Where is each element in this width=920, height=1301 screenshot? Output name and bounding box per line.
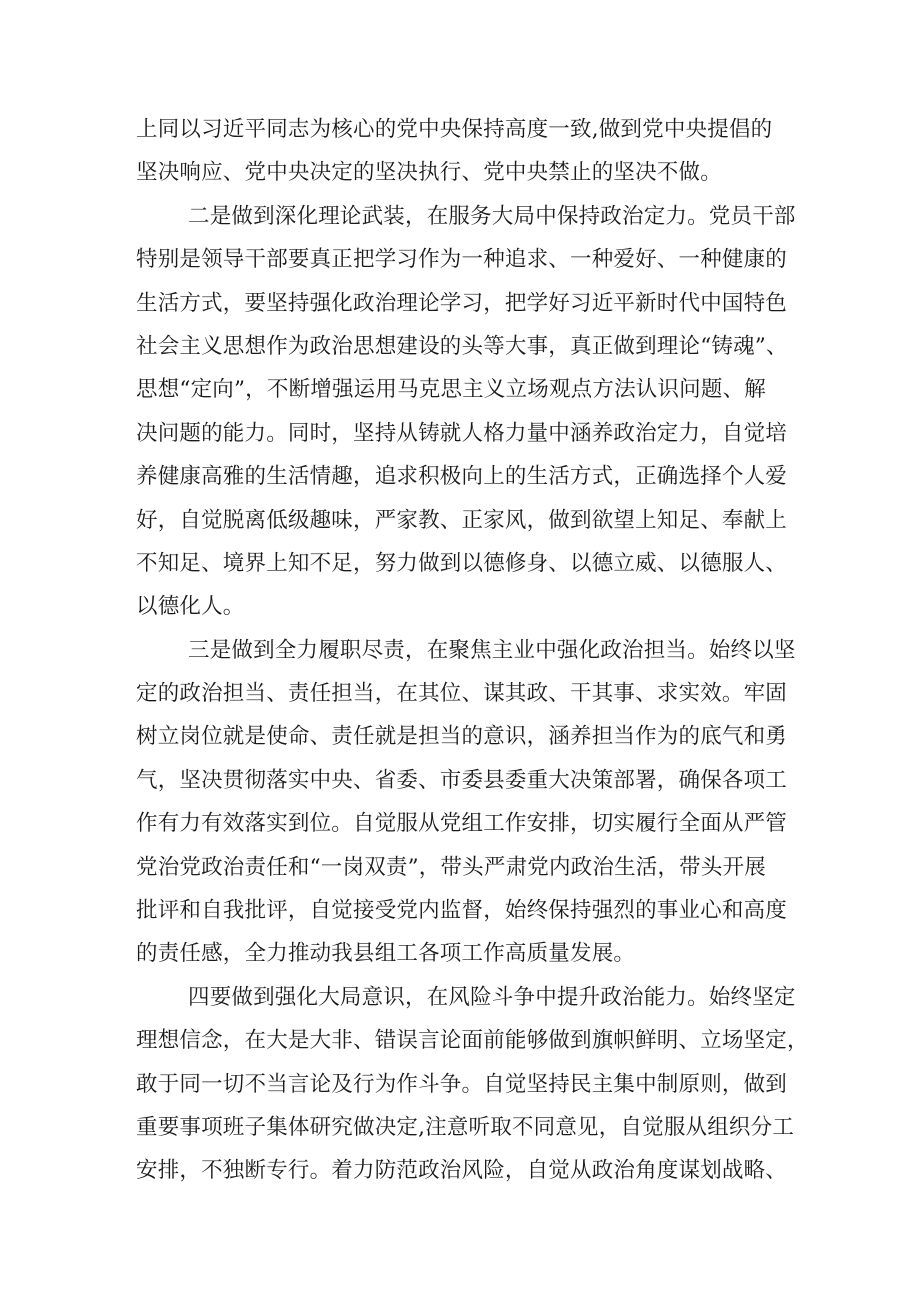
text-line: 安排，不独断专行。着力防范政治风险，自觉从政治角度谋划战略、 xyxy=(136,1158,788,1184)
text-line: 重要事项班子集体研究做决定,注意听取不同意见，自觉服从组织分工 xyxy=(136,1114,795,1140)
text-line: 决问题的能力。同时，坚持从铸就人格力量中涵养政治定力，自觉培 xyxy=(136,420,788,446)
paragraph-4 xyxy=(136,976,809,1193)
text-line: 的责任感，全力推动我县组工各项工作高质量发展。 xyxy=(136,941,636,967)
text-line: 批评和自我批评，自觉接受党内监督，始终保持强烈的事业心和高度 xyxy=(136,898,788,924)
text-line: 作有力有效落实到位。自觉服从党组工作安排，切实履行全面从严管 xyxy=(136,811,788,837)
text-line: 理想信念，在大是大非、错误言论面前能够做到旗帜鲜明、立场坚定， xyxy=(136,1028,809,1054)
text-line: 养健康高雅的生活情趣，追求积极向上的生活方式，正确选择个人爱 xyxy=(136,464,788,490)
text-line: 树立岗位就是使命、责任就是担当的意识，涵养担当作为的底气和勇 xyxy=(136,724,788,750)
paragraph-3 xyxy=(136,629,796,976)
text-line: 定的政治担当、责任担当，在其位、谋其政、干其事、求实效。牢固 xyxy=(136,681,788,707)
text-line: 以德化人。 xyxy=(136,594,245,620)
text-line: 二是做到深化理论武装，在服务大局中保持政治定力。党员干部 xyxy=(188,203,796,229)
text-line: 三是做到全力履职尽责，在聚焦主业中强化政治担当。始终以坚 xyxy=(188,637,796,663)
text-line: 敢于同一切不当言论及行为作斗争。自觉坚持民主集中制原则，做到 xyxy=(136,1071,788,1097)
paragraph-2 xyxy=(136,195,796,629)
text-line: 四要做到强化大局意识，在风险斗争中提升政治能力。始终坚定 xyxy=(188,984,796,1010)
text-line: 不知足、境界上知不足，努力做到以德修身、以德立威、以德服人、 xyxy=(136,550,788,576)
text-line: 党治党政治责任和“一岗双责”，带头严肃党内政治生活，带头开展 xyxy=(136,854,766,880)
text-line: 好，自觉脱离低级趣味，严家教、正家风，做到欲望上知足、奉献上 xyxy=(136,507,788,533)
paragraph-1 xyxy=(136,108,796,195)
text-line: 思想“定向”，不断增强运用马克思主义立场观点方法认识问题、解 xyxy=(136,377,766,403)
text-line: 生活方式，要坚持强化政治理论学习，把学好习近平新时代中国特色 xyxy=(136,290,788,316)
text-line: 气，坚决贯彻落实中央、省委、市委县委重大决策部署，确保各项工 xyxy=(136,767,788,793)
text-line: 社会主义思想作为政治思想建设的头等大事，真正做到理论“铸魂”、 xyxy=(136,333,788,359)
text-line: 坚决响应、党中央决定的坚决执行、党中央禁止的坚决不做。 xyxy=(136,160,722,186)
document-body xyxy=(136,108,809,1193)
text-line: 特别是领导干部要真正把学习作为一种追求、一种爱好、一种健康的 xyxy=(136,247,788,273)
text-line: 上同以习近平同志为核心的党中央保持高度一致,做到党中央提倡的 xyxy=(136,117,773,142)
